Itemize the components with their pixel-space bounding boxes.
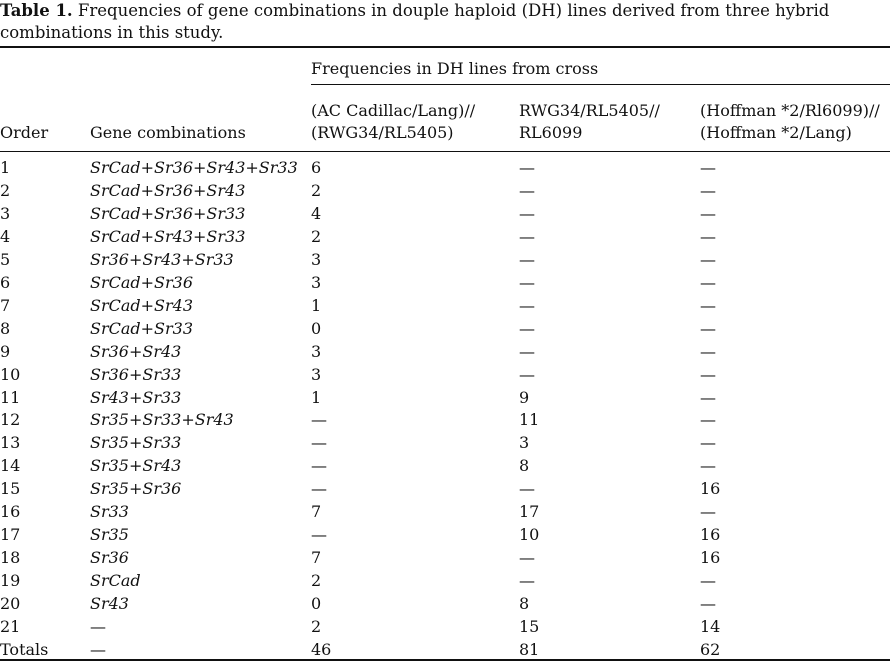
- cell-order: 4: [0, 226, 11, 246]
- cell-order: 8: [0, 318, 11, 338]
- totals-cross2: 81: [519, 639, 540, 659]
- cell-genes: SrCad+Sr43: [90, 295, 194, 315]
- cell-cross1: —: [311, 479, 327, 499]
- cell-order: 5: [0, 249, 11, 269]
- header-cross3-line2: (Hoffman *2/Lang): [700, 123, 852, 142]
- cell-cross3: —: [700, 364, 716, 384]
- cell-cross2: —: [519, 571, 535, 591]
- totals-genes: —: [90, 639, 106, 659]
- bottom-rule: [0, 659, 890, 661]
- cell-cross1: 1: [311, 295, 322, 315]
- cell-cross3: —: [700, 203, 716, 223]
- caption-label: Table 1.: [0, 1, 73, 20]
- cell-cross2: —: [519, 548, 535, 568]
- header-cross1-line1: (AC Cadillac/Lang)//: [311, 101, 476, 120]
- table-caption: [0, 0, 880, 44]
- totals-cross1: 46: [311, 639, 332, 659]
- cell-genes: Sr36+Sr43: [90, 341, 182, 361]
- cell-cross2: 11: [519, 410, 540, 430]
- cell-order: 20: [0, 594, 21, 614]
- totals-label: Totals: [0, 639, 49, 659]
- cell-genes: Sr43+Sr33: [90, 387, 182, 407]
- header-group: Frequencies in DH lines from cross: [311, 59, 599, 78]
- cell-genes: Sr35+Sr36: [90, 479, 182, 499]
- cell-cross3: —: [700, 180, 716, 200]
- cell-genes: Sr36+Sr43+Sr33: [90, 249, 234, 269]
- cell-genes: —: [90, 617, 106, 636]
- cell-cross1: 0: [311, 318, 322, 338]
- cell-order: 3: [0, 203, 11, 223]
- cell-cross1: 1: [311, 387, 322, 407]
- cell-cross3: —: [700, 433, 716, 453]
- header-cross2-line2: RL6099: [519, 123, 583, 142]
- header-cross1: [311, 100, 475, 144]
- header-order: Order: [0, 123, 49, 142]
- cell-cross1: 3: [311, 341, 322, 361]
- cell-cross3: —: [700, 571, 716, 591]
- caption-text: Frequencies of gene combinations in douple haploid (DH) lines derived from three hybrid combinations in this study.: [0, 1, 830, 42]
- cell-cross2: —: [519, 479, 535, 499]
- cell-cross2: 17: [519, 502, 540, 522]
- cell-cross2: —: [519, 341, 535, 361]
- cell-order: 13: [0, 433, 21, 453]
- cell-cross2: 9: [519, 387, 530, 407]
- cell-cross1: 2: [311, 226, 322, 246]
- header-cross3: [700, 100, 880, 144]
- cell-order: 11: [0, 387, 21, 407]
- cell-genes: Sr35+Sr33+Sr43: [90, 410, 234, 430]
- cell-order: 17: [0, 525, 21, 545]
- cell-genes: SrCad+Sr36+Sr43: [90, 180, 246, 200]
- cell-cross3: —: [700, 295, 716, 315]
- cell-cross2: 8: [519, 456, 530, 476]
- cell-cross1: —: [311, 525, 327, 545]
- cell-cross2: —: [519, 158, 535, 177]
- header-genes: Gene combinations: [90, 123, 246, 142]
- cell-cross3: 14: [700, 617, 721, 636]
- cell-cross3: —: [700, 341, 716, 361]
- header-cross2-line1: RWG34/RL5405//: [519, 101, 660, 120]
- totals-cross3: 62: [700, 639, 721, 659]
- cell-cross3: 16: [700, 479, 721, 499]
- cell-order: 19: [0, 571, 21, 591]
- cell-cross1: —: [311, 456, 327, 476]
- cell-genes: Sr36+Sr33: [90, 364, 182, 384]
- cell-order: 16: [0, 502, 21, 522]
- cell-cross1: 7: [311, 548, 322, 568]
- cell-order: 10: [0, 364, 21, 384]
- top-rule: [0, 46, 890, 48]
- cell-cross3: —: [700, 502, 716, 522]
- header-cross1-line2: (RWG34/RL5405): [311, 123, 454, 142]
- cell-cross1: 3: [311, 364, 322, 384]
- cell-cross2: —: [519, 272, 535, 292]
- cell-order: 18: [0, 548, 21, 568]
- cell-cross1: —: [311, 433, 327, 453]
- cell-genes: SrCad: [90, 571, 141, 591]
- cell-cross2: —: [519, 203, 535, 223]
- cell-cross2: —: [519, 180, 535, 200]
- cell-genes: SrCad+Sr36+Sr43+Sr33: [90, 158, 298, 177]
- cell-genes: Sr35+Sr43: [90, 456, 182, 476]
- cell-cross1: 0: [311, 594, 322, 614]
- cell-cross3: 16: [700, 525, 721, 545]
- cell-genes: Sr35+Sr33: [90, 433, 182, 453]
- cell-cross3: —: [700, 594, 716, 614]
- cell-order: 1: [0, 158, 11, 177]
- cell-order: 12: [0, 410, 21, 430]
- cell-genes: Sr35: [90, 525, 129, 545]
- cell-cross1: 2: [311, 180, 322, 200]
- cell-genes: Sr33: [90, 502, 129, 522]
- cell-cross2: —: [519, 295, 535, 315]
- cell-genes: Sr43: [90, 594, 129, 614]
- group-rule: [311, 84, 890, 85]
- cell-cross3: —: [700, 410, 716, 430]
- cell-cross3: —: [700, 318, 716, 338]
- cell-cross2: 3: [519, 433, 530, 453]
- header-cross3-line1: (Hoffman *2/Rl6099)//: [700, 101, 880, 120]
- cell-genes: SrCad+Sr33: [90, 318, 194, 338]
- cell-cross2: 8: [519, 594, 530, 614]
- cell-cross1: 7: [311, 502, 322, 522]
- cell-genes: SrCad+Sr43+Sr33: [90, 226, 246, 246]
- cell-cross3: —: [700, 158, 716, 177]
- cell-cross1: 3: [311, 272, 322, 292]
- cell-cross3: —: [700, 272, 716, 292]
- header-cross2: [519, 100, 660, 144]
- cell-order: 15: [0, 479, 21, 499]
- cell-cross2: —: [519, 364, 535, 384]
- cell-cross1: 4: [311, 203, 322, 223]
- cell-cross2: 10: [519, 525, 540, 545]
- cell-cross3: —: [700, 226, 716, 246]
- cell-cross1: 2: [311, 617, 322, 636]
- cell-order: 2: [0, 180, 11, 200]
- cell-cross1: 2: [311, 571, 322, 591]
- cell-cross3: —: [700, 387, 716, 407]
- cell-cross2: —: [519, 249, 535, 269]
- cell-cross1: 6: [311, 158, 322, 177]
- cell-cross3: —: [700, 249, 716, 269]
- cell-genes: SrCad+Sr36+Sr33: [90, 203, 246, 223]
- cell-order: 7: [0, 295, 11, 315]
- header-rule: [0, 151, 890, 152]
- cell-cross1: —: [311, 410, 327, 430]
- cell-order: 21: [0, 617, 21, 636]
- cell-order: 6: [0, 272, 11, 292]
- cell-cross2: —: [519, 226, 535, 246]
- cell-cross2: —: [519, 318, 535, 338]
- cell-order: 9: [0, 341, 11, 361]
- cell-cross3: 16: [700, 548, 721, 568]
- cell-cross2: 15: [519, 617, 540, 636]
- cell-cross3: —: [700, 456, 716, 476]
- cell-cross1: 3: [311, 249, 322, 269]
- cell-order: 14: [0, 456, 21, 476]
- cell-genes: SrCad+Sr36: [90, 272, 194, 292]
- cell-genes: Sr36: [90, 548, 129, 568]
